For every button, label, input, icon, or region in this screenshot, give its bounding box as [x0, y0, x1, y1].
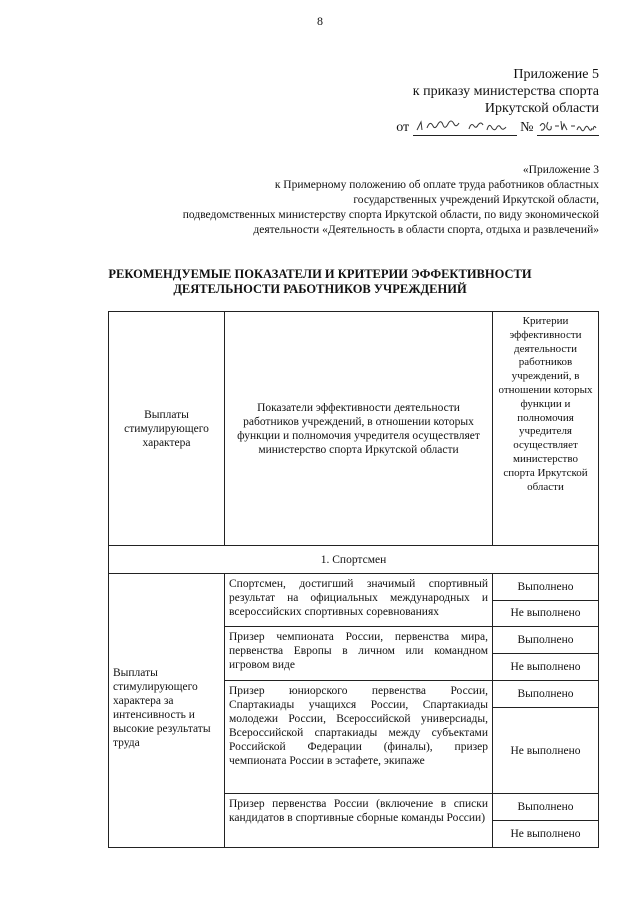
appendix3-line3: государственных учреждений Иркутской области,: [353, 194, 599, 206]
appendix-region: Иркутской области: [484, 101, 599, 116]
appendix-order-ref: к приказу министерства спорта: [412, 84, 599, 99]
number-label: №: [520, 120, 534, 135]
handwritten-number-signature: [537, 118, 599, 134]
criterion-no: Не выполнено: [493, 600, 599, 626]
appendix3-line5: деятельности «Деятельность в области спорта, отдыха и развлечений»: [253, 224, 599, 236]
criterion-no: Не выполнено: [493, 654, 599, 681]
handwritten-number: [537, 121, 599, 136]
criterion-no: Не выполнено: [493, 820, 599, 847]
section-row: [109, 546, 599, 574]
criterion-yes: Выполнено: [493, 794, 599, 820]
indicator-cell: Призер юниорского первенства России, Спартакиады учащихся России, Спартакиады молодежи России, Всероссийской универсиады, Всероссийской спартакиады между субъектами Российской Федерации (финалы), призер чемпионата России в эстафете, экипаже: [225, 681, 493, 794]
appendix-title: Приложение 5: [513, 67, 599, 82]
from-label: от: [396, 120, 410, 135]
criterion-no: Не выполнено: [493, 707, 599, 794]
appendix-date-number-line: [396, 119, 599, 136]
criterion-yes: Выполнено: [493, 626, 599, 653]
document-title-line1: РЕКОМЕНДУЕМЫЕ ПОКАЗАТЕЛИ И КРИТЕРИИ ЭФФЕКТИВНОСТИ: [108, 267, 532, 281]
appendix3-line4: подведомственных министерству спорта Иркутской области, по виду экономической: [182, 209, 599, 221]
payment-type-cell: Выплаты стимулирующего характера за интенсивность и высокие результаты труда: [109, 574, 225, 848]
criterion-yes: Выполнено: [493, 574, 599, 600]
appendix3-line2: к Примерному положению об оплате труда работников областных: [274, 179, 599, 191]
table-header-row: [109, 312, 599, 546]
header-indicators: Показатели эффективности деятельности работников учреждений, в отношении которых функции и полномочия учредителя осуществляет министерство спорта Иркутской области: [225, 312, 493, 546]
header-criteria: Критерии эффективности деятельности работников учреждений, в отношении которых функции и полномочия учредителя осуществляет министерство спорта Иркутской области: [493, 312, 599, 546]
header-payments: Выплаты стимулирующего характера: [109, 312, 225, 546]
indicator-cell: Призер чемпионата России, первенства мира, первенства Европы в личном или командном игровом виде: [225, 626, 493, 681]
handwritten-date: [413, 121, 517, 136]
criterion-yes: Выполнено: [493, 681, 599, 707]
page-number: 8: [317, 14, 323, 28]
section-title: 1. Спортсмен: [109, 546, 599, 574]
table-row: [109, 574, 599, 600]
appendix3-title: «Приложение 3: [522, 164, 599, 176]
handwritten-date-signature: [413, 118, 517, 134]
indicator-cell: Спортсмен, достигший значимый спортивный результат на официальных международных и всероссийских спортивных соревнованиях: [225, 574, 493, 626]
indicator-cell: Призер первенства России (включение в списки кандидатов в спортивные сборные команды России): [225, 794, 493, 848]
document-title-line2: ДЕЯТЕЛЬНОСТИ РАБОТНИКОВ УЧРЕЖДЕНИЙ: [173, 282, 467, 296]
criteria-table: [108, 311, 599, 848]
